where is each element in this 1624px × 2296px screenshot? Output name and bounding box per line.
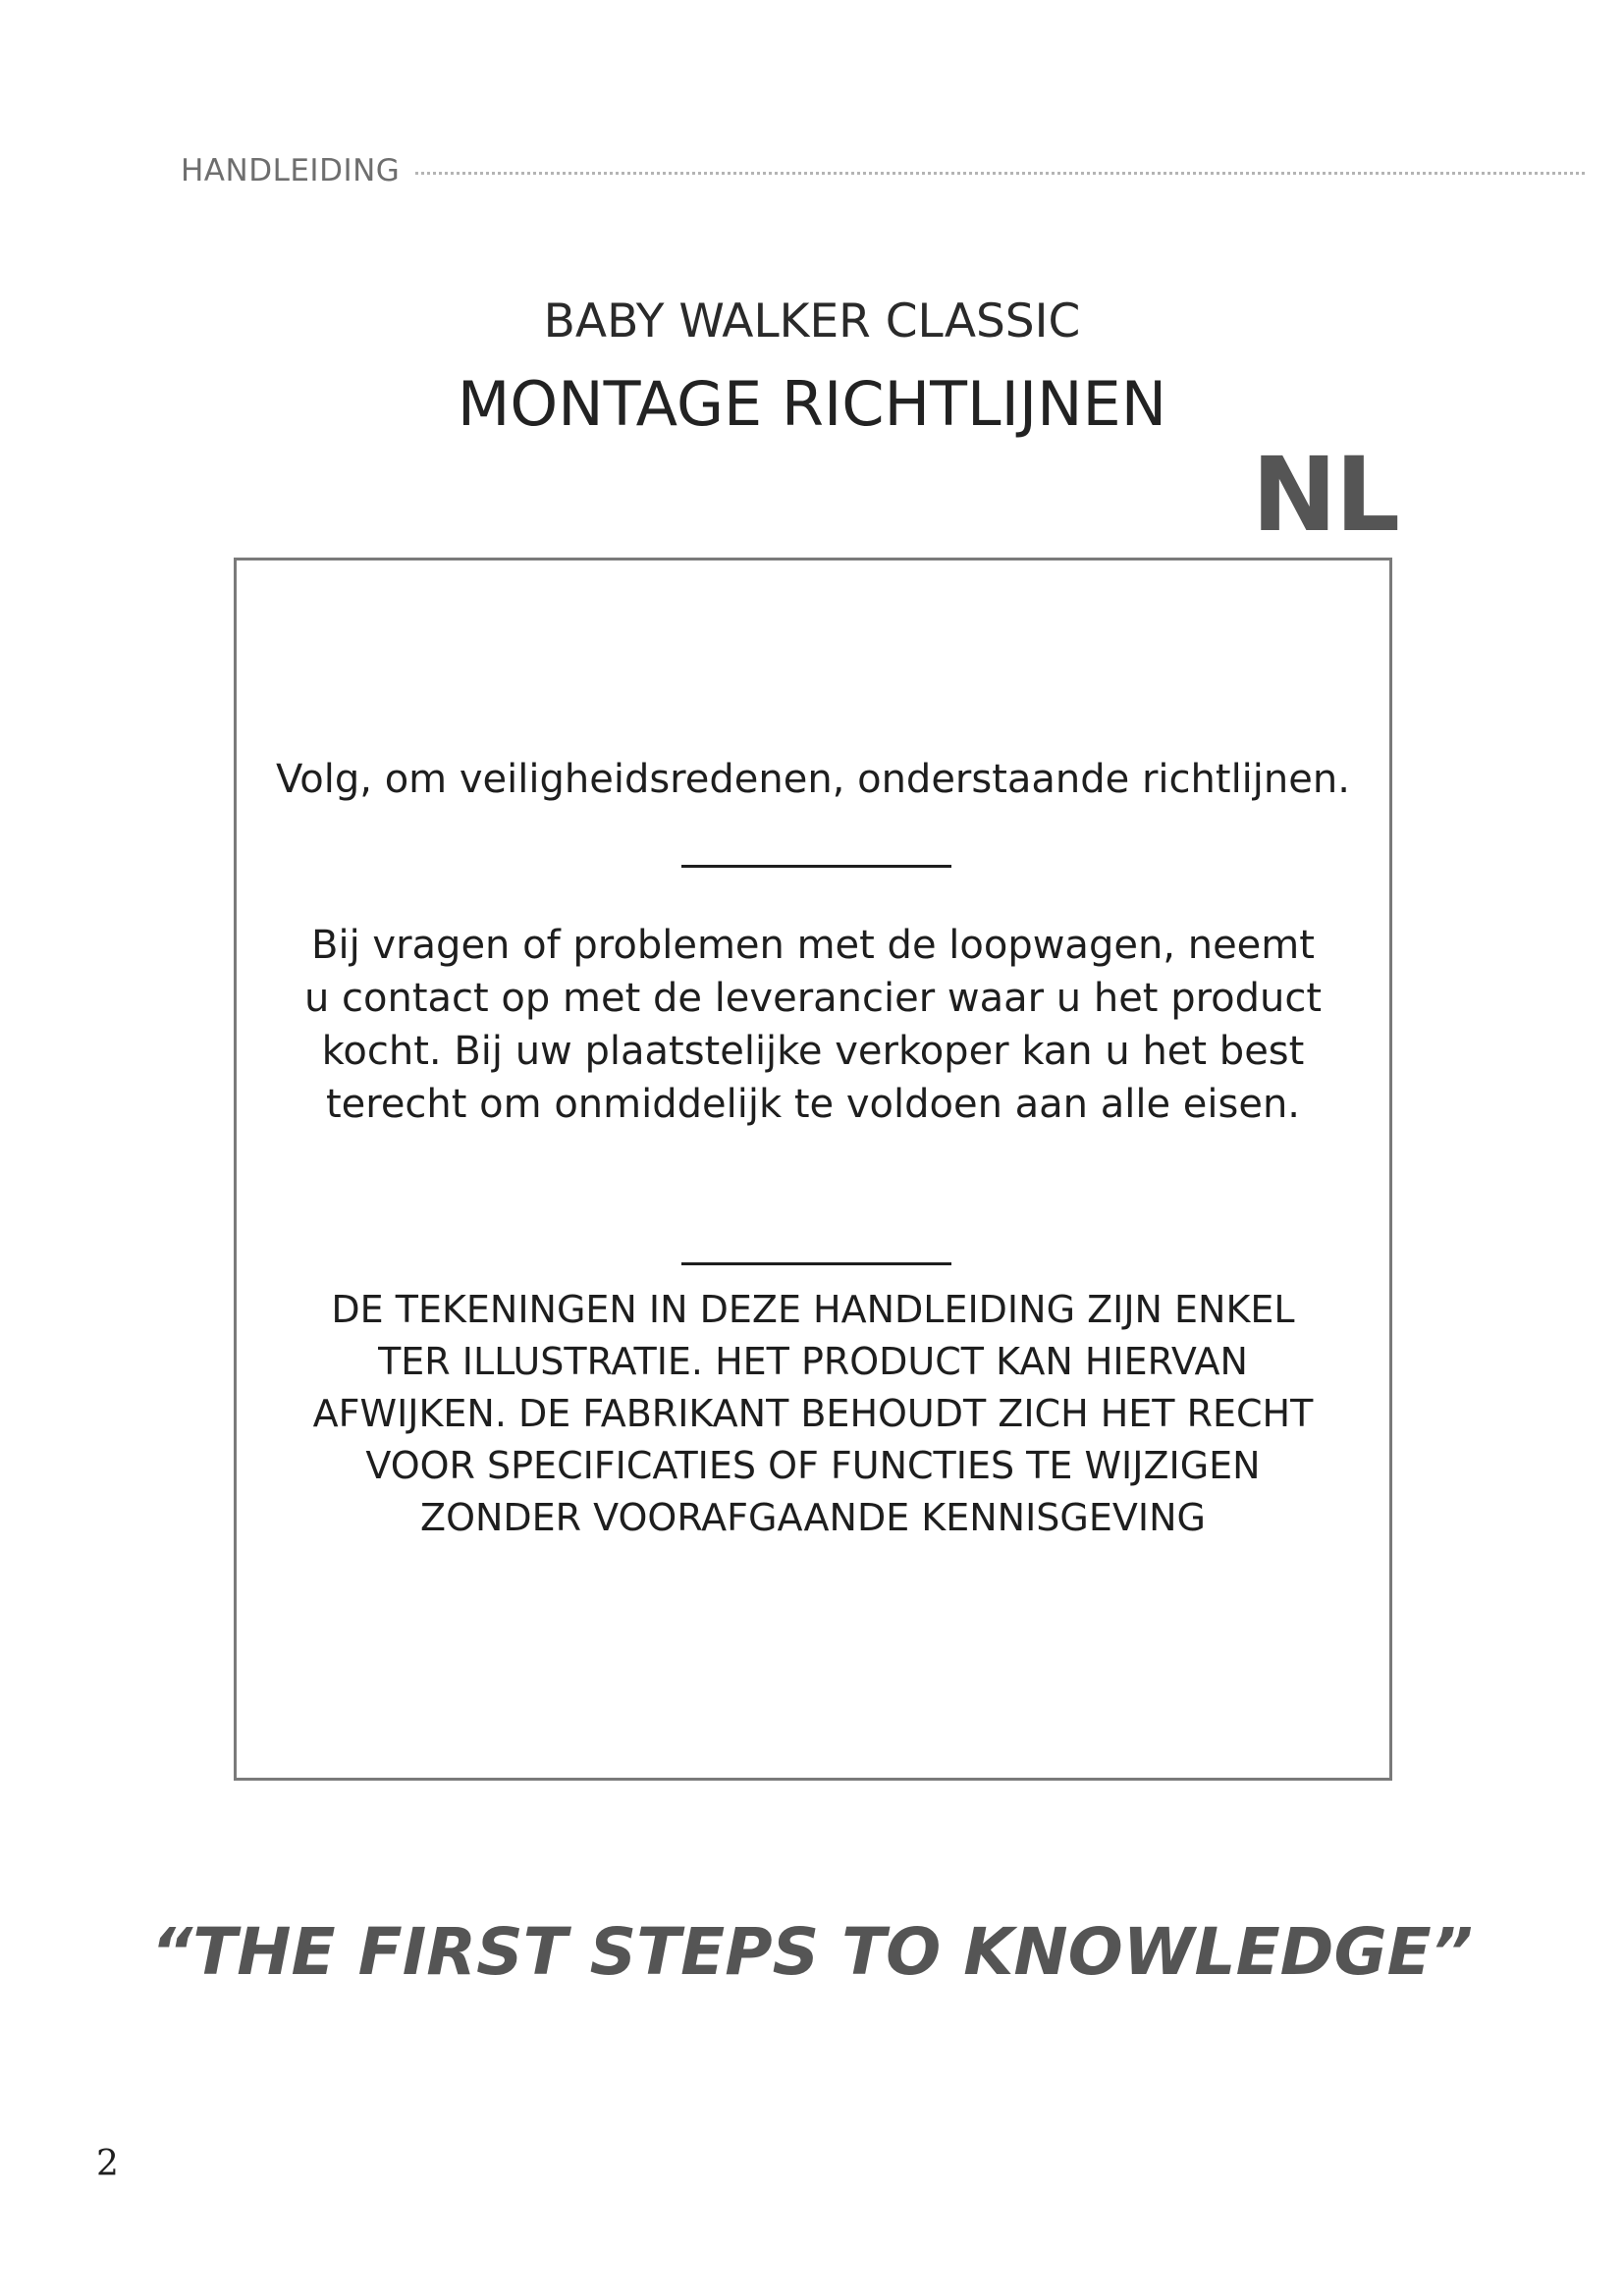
contact-line: u contact op met de leverancier waar u het product — [303, 976, 1323, 1021]
contact-line: terecht om onmiddelijk te voldoen aan alle eisen. — [325, 1082, 1301, 1127]
disclaimer-paragraph — [237, 1284, 1389, 1544]
contact-line: Bij vragen of problemen met de loopwagen, neemt — [311, 923, 1315, 968]
product-name: BABY WALKER CLASSIC — [543, 294, 1081, 348]
disclaimer-line: VOOR SPECIFICATIES OF FUNCTIES TE WIJZIGEN — [365, 1444, 1261, 1487]
header-dotted-leader — [415, 172, 1585, 175]
disclaimer-line: TER ILLUSTRATIE. HET PRODUCT KAN HIERVAN — [378, 1340, 1248, 1383]
document-title: MONTAGE RICHTLIJNEN — [457, 368, 1167, 440]
contact-line: kocht. Bij uw plaatstelijke verkoper kan u het best — [321, 1029, 1305, 1074]
disclaimer-line: ZONDER VOORAFGAANDE KENNISGEVING — [420, 1496, 1206, 1539]
language-code: NL — [1251, 435, 1398, 555]
contact-paragraph — [237, 919, 1389, 1131]
disclaimer-line: DE TEKENINGEN IN DEZE HANDLEIDING ZIJN ENKEL — [331, 1288, 1295, 1331]
safety-intro-text: Volg, om veiligheidsredenen, onderstaande richtlijnen. — [276, 757, 1350, 802]
slogan: “THE FIRST STEPS TO KNOWLEDGE” — [150, 1914, 1474, 1990]
running-header — [181, 151, 1585, 190]
divider — [681, 1262, 951, 1265]
page-number: 2 — [96, 2144, 119, 2184]
header-label: HANDLEIDING — [181, 153, 401, 188]
notice-box — [234, 558, 1392, 1781]
divider — [681, 865, 951, 868]
disclaimer-line: AFWIJKEN. DE FABRIKANT BEHOUDT ZICH HET RECHT — [312, 1392, 1314, 1435]
